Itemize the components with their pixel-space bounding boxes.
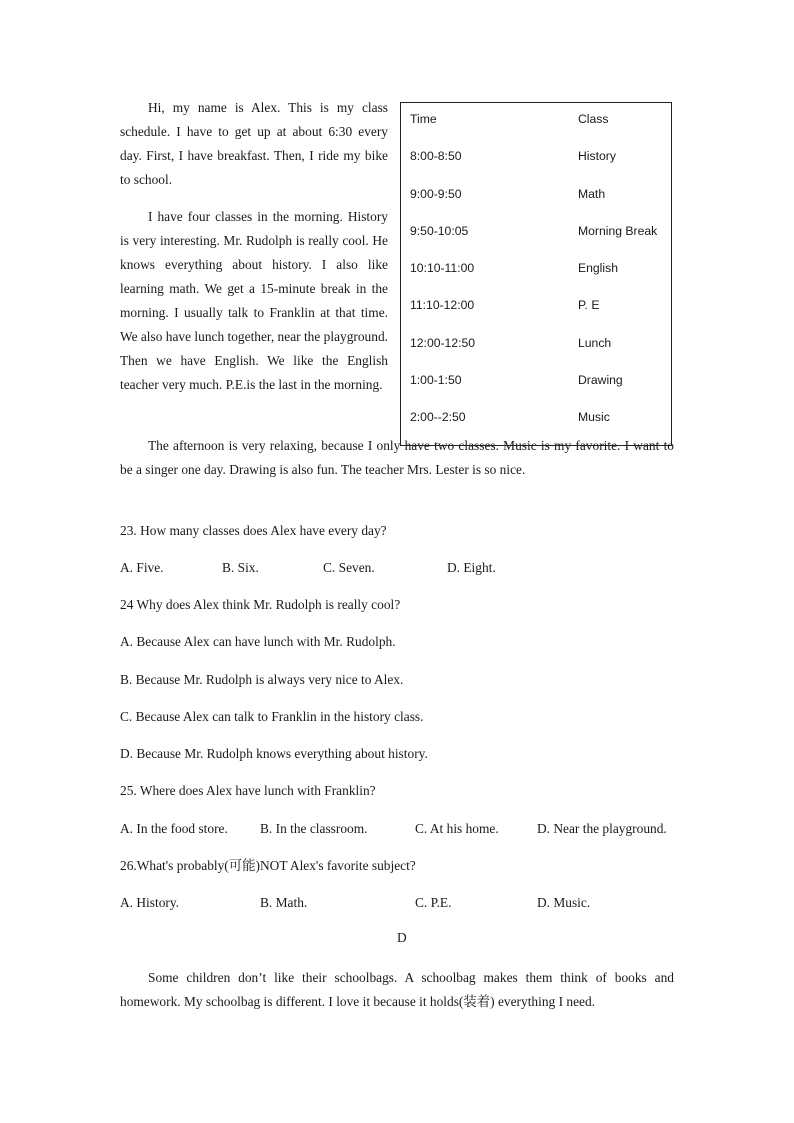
schedule-class: English — [578, 261, 618, 275]
q23-option-c: C. Seven. — [323, 560, 375, 575]
passage-paragraph-2: I have four classes in the morning. History is very interesting. Mr. Rudolph is really cool. He knows everything about history. I also like learning math. We get a 15-minute break in the morning. I usually talk to Franklin at that time. We also have lunch together, near the playground. Then we have English. We like the English teacher very much. P.E.is the last in the morning. — [120, 209, 388, 392]
question-23: 23. How many classes does Alex have every day? — [120, 523, 387, 538]
passage-paragraph-1: Hi, my name is Alex. This is my class schedule. I have to get up at about 6:30 every day. First, I have breakfast. Then, I ride my bike to school. — [120, 100, 388, 187]
schedule-row — [401, 298, 671, 318]
schedule-class: Math — [578, 187, 606, 201]
schedule-time: 9:00-9:50 — [410, 187, 462, 201]
class-schedule-table — [400, 102, 672, 446]
q23-option-a: A. Five. — [120, 560, 164, 575]
schedule-header-time: Time — [410, 112, 437, 126]
schedule-class: P. E — [578, 298, 600, 312]
q24-option-d: D. Because Mr. Rudolph knows everything about history. — [120, 746, 428, 761]
q23-option-b: B. Six. — [222, 560, 259, 575]
q25-option-c: C. At his home. — [415, 821, 499, 836]
q25-option-a: A. In the food store. — [120, 821, 228, 836]
schedule-row — [401, 410, 671, 430]
schedule-time: 1:00-1:50 — [410, 373, 462, 387]
schedule-row — [401, 336, 671, 356]
schedule-row — [401, 373, 671, 393]
passage-paragraph-3: The afternoon is very relaxing, because I only have two classes. Music is my favorite. I want to be a singer one day. Drawing is also fun. The teacher Mrs. Lester is so nice. — [120, 438, 674, 477]
schedule-time: 9:50-10:05 — [410, 224, 469, 238]
q26-option-c: C. P.E. — [415, 895, 452, 910]
schedule-class: Morning Break — [578, 224, 658, 238]
q26-option-d: D. Music. — [537, 895, 591, 910]
section-heading-d: D — [397, 930, 407, 945]
schedule-time: 12:00-12:50 — [410, 336, 476, 350]
schedule-class: Lunch — [578, 336, 612, 350]
section-d-paragraph-1: Some children don’t like their schoolbags. A schoolbag makes them think of books and homework. My schoolbag is different. I love it because it holds(装着) everything I need. — [120, 970, 674, 1009]
schedule-time: 2:00--2:50 — [410, 410, 466, 424]
question-24: 24 Why does Alex think Mr. Rudolph is really cool? — [120, 597, 401, 612]
schedule-class: History — [578, 149, 616, 163]
q24-option-a: A. Because Alex can have lunch with Mr. Rudolph. — [120, 634, 396, 649]
schedule-class: Music — [578, 410, 610, 424]
schedule-row — [401, 224, 671, 244]
q26-option-b: B. Math. — [260, 895, 308, 910]
q25-option-b: B. In the classroom. — [260, 821, 368, 836]
schedule-header-row — [401, 112, 671, 132]
schedule-row — [401, 261, 671, 281]
schedule-time: 10:10-11:00 — [410, 261, 475, 275]
schedule-time: 8:00-8:50 — [410, 149, 462, 163]
q25-option-d: D. Near the playground. — [537, 821, 667, 836]
q24-option-c: C. Because Alex can talk to Franklin in the history class. — [120, 709, 424, 724]
q26-option-a: A. History. — [120, 895, 180, 910]
question-25: 25. Where does Alex have lunch with Franklin? — [120, 783, 376, 798]
schedule-time: 11:10-12:00 — [410, 298, 475, 312]
schedule-row — [401, 149, 671, 169]
question-26: 26.What's probably(可能)NOT Alex's favorite subject? — [120, 858, 416, 873]
schedule-class: Drawing — [578, 373, 623, 387]
q23-option-d: D. Eight. — [447, 560, 496, 575]
schedule-row — [401, 187, 671, 207]
q24-option-b: B. Because Mr. Rudolph is always very nice to Alex. — [120, 672, 404, 687]
schedule-header-class: Class — [578, 112, 609, 126]
